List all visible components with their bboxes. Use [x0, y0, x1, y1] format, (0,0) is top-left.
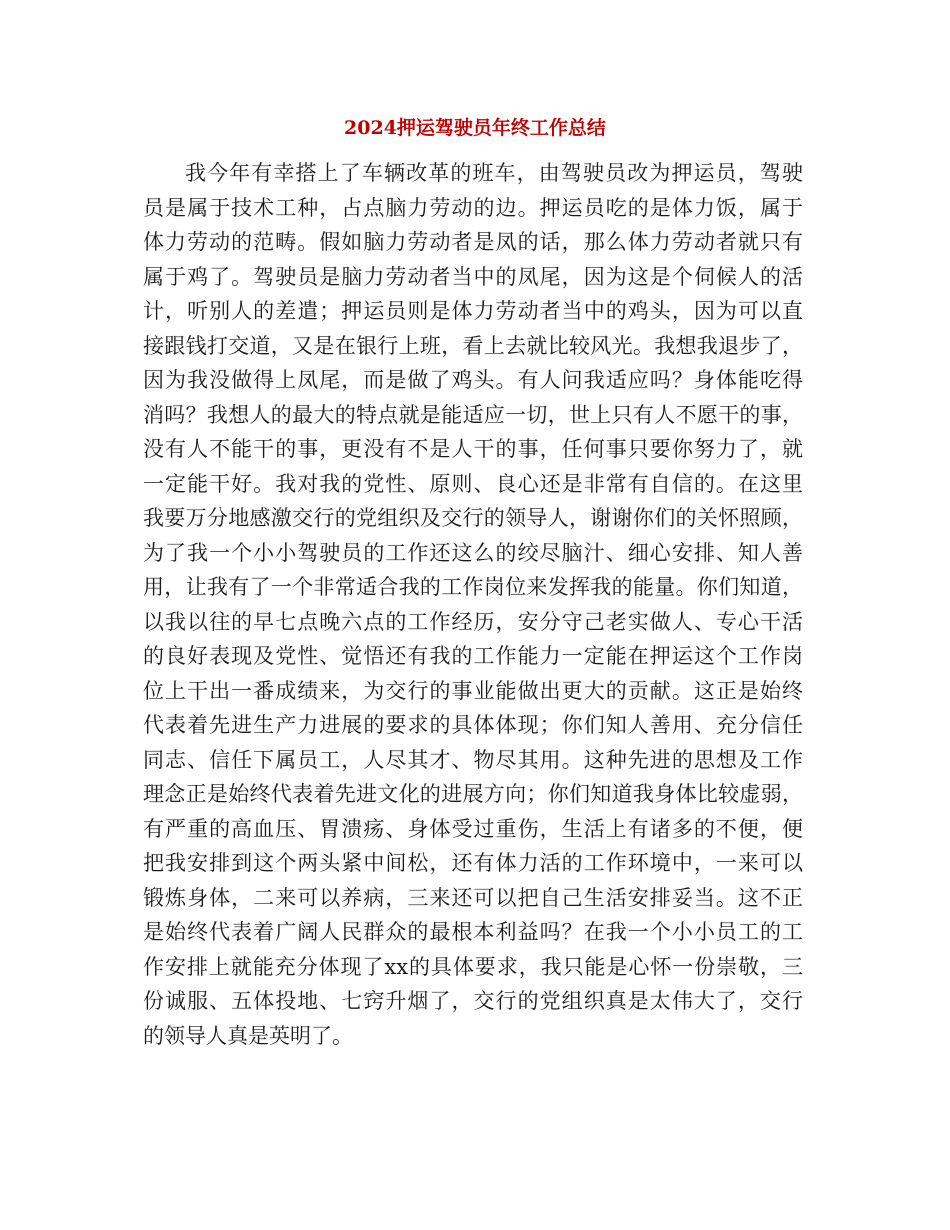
document-title: 2024押运驾驶员年终工作总结: [344, 117, 606, 139]
paragraph-line: 我要万分地感激交行的党组织及交行的领导人，谢谢你们的关怀照顾，: [143, 506, 803, 530]
paragraph-line: 有严重的高血压、胃溃疡、身体受过重伤，生活上有诸多的不便，便: [143, 816, 803, 841]
paragraph-line: 位上干出一番成绩来，为交行的事业能做出更大的贡献。这正是始终: [143, 678, 803, 703]
document-body: [143, 156, 803, 1053]
paragraph-line: 为了我一个小小驾驶员的工作还这么的绞尽脑汁、细心安排、知人善: [143, 540, 803, 565]
paragraph-line: 锻炼身体，二来可以养病，三来还可以把自己生活安排妥当。这不正: [143, 885, 803, 910]
paragraph-line: 用，让我有了一个非常适合我的工作岗位来发挥我的能量。你们知道，: [143, 575, 803, 599]
paragraph-line: 没有人不能干的事，更没有不是人干的事，任何事只要你努力了，就: [143, 437, 803, 461]
paragraph-line: 员是属于技术工种，占点脑力劳动的边。押运员吃的是体力饭，属于: [143, 195, 803, 220]
paragraph-line: 我今年有幸搭上了车辆改革的班车，由驾驶员改为押运员，驾驶: [185, 161, 803, 185]
paragraph-line: 体力劳动的范畴。假如脑力劳动者是凤的话，那么体力劳动者就只有: [143, 230, 803, 254]
paragraph-line: 接跟钱打交道，又是在银行上班，看上去就比较风光。我想我退步了，: [143, 333, 803, 358]
paragraph-line: 是始终代表着广阔人民群众的最根本利益吗？在我一个小小员工的工: [143, 920, 803, 944]
paragraph-line: 作安排上就能充分体现了xx的具体要求，我只能是心怀一份崇敬，三: [143, 954, 803, 979]
paragraph-line: 的良好表现及党性、觉悟还有我的工作能力一定能在押运这个工作岗: [143, 644, 803, 668]
paragraph-line: 以我以往的早七点晚六点的工作经历，安分守己老实做人、专心干活: [143, 609, 803, 634]
paragraph-line: 因为我没做得上凤尾，而是做了鸡头。有人问我适应吗？身体能吃得: [143, 368, 803, 392]
paragraph-line: 属于鸡了。驾驶员是脑力劳动者当中的凤尾，因为这是个伺候人的活: [143, 264, 803, 289]
paragraph-line: 一定能干好。我对我的党性、原则、良心还是非常有自信的。在这里: [143, 471, 803, 496]
paragraph-line: 把我安排到这个两头紧中间松，还有体力活的工作环境中，一来可以: [143, 851, 803, 875]
paragraph-line: 消吗？我想人的最大的特点就是能适应一切，世上只有人不愿干的事，: [143, 402, 803, 427]
paragraph-line: 份诚服、五体投地、七窍升烟了，交行的党组织真是太伟大了，交行: [143, 989, 803, 1013]
paragraph-line: 理念正是始终代表着先进文化的进展方向；你们知道我身体比较虚弱，: [143, 782, 803, 806]
paragraph-line: 计，听别人的差遣；押运员则是体力劳动者当中的鸡头，因为可以直: [143, 299, 803, 323]
paragraph-line: 同志、信任下属员工，人尽其才、物尽其用。这种先进的思想及工作: [143, 747, 803, 772]
paragraph-line: 代表着先进生产力进展的要求的具体体现；你们知人善用、充分信任: [143, 713, 803, 737]
paragraph-line: 的领导人真是英明了。: [143, 1023, 353, 1048]
